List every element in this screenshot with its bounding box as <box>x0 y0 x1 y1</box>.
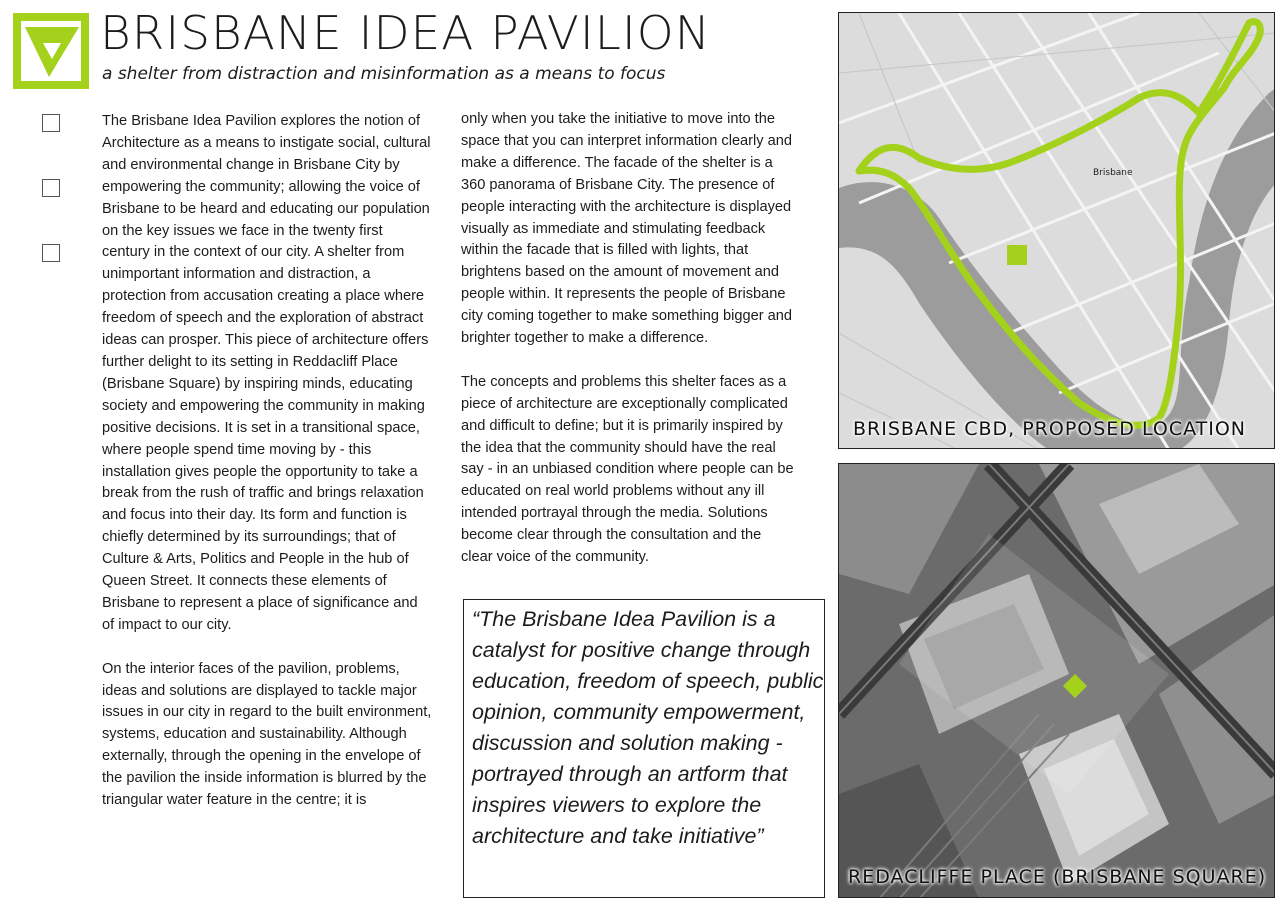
pavilion-logo <box>13 13 89 89</box>
brisbane-place-label: Brisbane <box>1093 168 1133 178</box>
paragraph-concepts: The concepts and problems this shelter faces as a piece of architecture are exceptionally complicated and difficult to define; but it is primarily inspired by the idea that the community should have the real say - in an unbiased condition where people can be educated on real world problems without any ill intended portrayal through the media. Solutions become clear through the consultation and the clear voice of the community. <box>461 373 794 566</box>
square-map-label: REDACLIFFE PLACE (BRISBANE SQUARE) <box>848 866 1267 888</box>
checkbox-2[interactable] <box>42 179 60 197</box>
checkbox-3[interactable] <box>42 244 60 262</box>
triangle-logo-icon <box>13 13 89 89</box>
paragraph-intro: The Brisbane Idea Pavilion explores the notion of Architecture as a means to instigate social, cultural and environmental change in Brisbane City by empowering the community; allowing the voice of Brisbane to be heard and educating our population on the key issues we face in the twenty first century in the context of our city. A shelter from unimportant information and distraction, a protection from accusation creating a place where freedom of speech and the exploration of abstract ideas can prosper. This piece of architecture offers further delight to its setting in Reddacliff Place (Brisbane Square) by inspiring minds, educating society and empowering the community in making positive decisions. It is set in a transitional space, where people spend time moving by - this installation gives people the opportunity to take a break from the rush of traffic and brings relaxation and focus into their day. Its form and function is chiefly determined by its surroundings; that of Culture & Arts, Politics and People in the hub of Queen Street. It connects these elements of Brisbane to represent a place of significance and of impact to our city. <box>102 113 431 633</box>
text-column-1 <box>102 111 432 834</box>
square-aerial-map <box>838 463 1275 898</box>
page-title: BRISBANE IDEA PAVILION <box>100 6 711 60</box>
text-column-2 <box>461 109 796 591</box>
quote-box <box>463 599 825 898</box>
cbd-map-graphic <box>839 13 1275 449</box>
cbd-map <box>838 12 1275 449</box>
paragraph-facade: only when you take the initiative to move into the space that you can interpret information clearly and make a difference. The facade of the shelter is a 360 panorama of Brisbane City. The presence of people interacting with the architecture is displayed visually as immediate and stimulating feedback within the facade that is filled with lights, that brightens based on the amount of movement and people within. It represents the people of Brisbane city coming together to make something bigger and brighter together to make a difference. <box>461 111 792 347</box>
paragraph-interior: On the interior faces of the pavilion, problems, ideas and solutions are displayed to tackle major issues in our city in regard to the built environment, systems, education and sustainability. Although externally, through the opening in the envelope of the pavilion the inside information is blurred by the triangular water feature in the centre; it is <box>102 660 432 809</box>
cbd-map-label: BRISBANE CBD, PROPOSED LOCATION <box>853 418 1246 440</box>
page-subtitle: a shelter from distraction and misinformation as a means to focus <box>102 64 666 84</box>
checkbox-1[interactable] <box>42 114 60 132</box>
square-aerial-graphic <box>839 464 1275 898</box>
pull-quote: “The Brisbane Idea Pavilion is a catalyst for positive change through education, freedom of speech, public opinion, community empowerment, discussion and solution making - portrayed through an artform that inspires viewers to explore the architecture and take initiative” <box>472 607 824 848</box>
